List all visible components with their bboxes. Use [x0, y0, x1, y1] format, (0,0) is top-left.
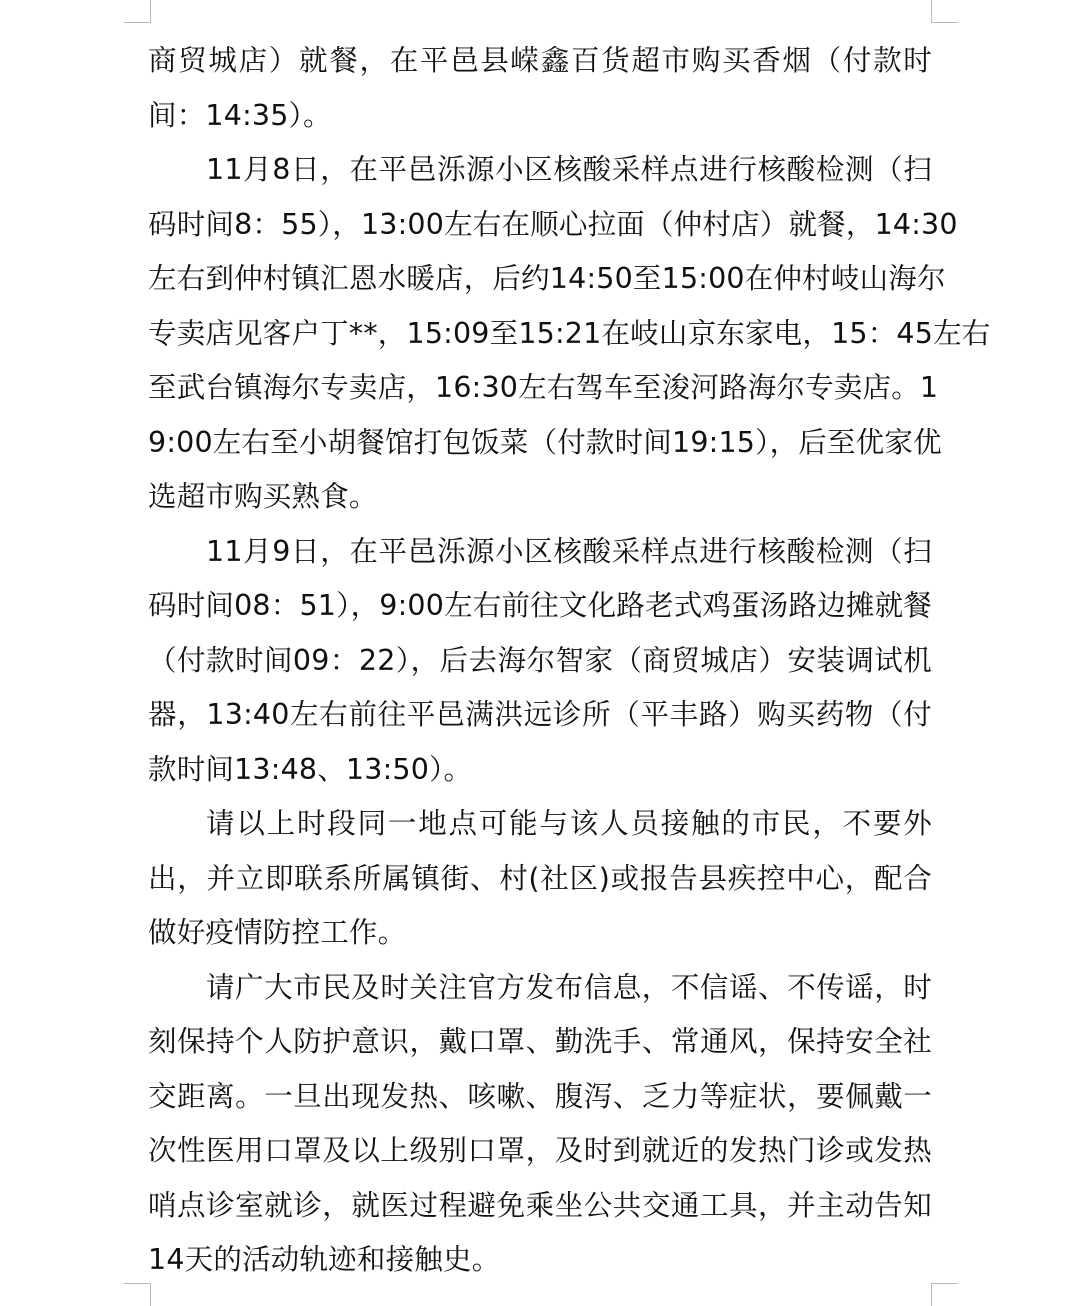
text-line: 14天的活动轨迹和接触史。 [148, 1243, 501, 1276]
crop-mark-bottom-left [124, 1283, 151, 1306]
paragraph-nov-9 [148, 525, 932, 798]
text-line: 请广大市民及时关注官方发布信息，不信谣、不传谣，时 [206, 970, 932, 1004]
crop-mark-top-left [124, 0, 151, 23]
paragraph-public-advice [148, 961, 932, 1288]
text-line: 交距离。一旦出现发热、咳嗽、腹泻、乏力等症状，要佩戴一 [148, 1079, 932, 1113]
text-line: 做好疫情防控工作。 [148, 916, 407, 949]
paragraph-contact-notice [148, 797, 932, 961]
text-line: 商贸城店）就餐，在平邑县嵘鑫百货超市购买香烟（付款时 [148, 44, 932, 77]
text-line: 9:00左右至小胡餐馆打包饭菜（付款时间19:15），后至优家优 [148, 425, 942, 459]
text-line: 出，并立即联系所属镇街、村(社区)或报告县疾控中心，配合 [148, 861, 932, 895]
text-line: 刻保持个人防护意识，戴口罩、勤洗手、常通风，保持安全社 [148, 1025, 932, 1058]
crop-mark-bottom-right [931, 1283, 958, 1306]
text-line: 哨点诊室就诊，就医过程避免乘坐公共交通工具，并主动告知 [148, 1188, 932, 1222]
text-line: 11月8日，在平邑泺源小区核酸采样点进行核酸检测（扫 [206, 153, 932, 186]
text-line: 选超市购买熟食。 [148, 480, 378, 513]
text-line: 间：14:35）。 [148, 98, 332, 132]
text-line: 款时间13:48、13:50）。 [148, 752, 473, 786]
text-line: 次性医用口罩及以上级别口罩，及时到就近的发热门诊或发热 [148, 1134, 932, 1167]
crop-mark-top-right [931, 0, 958, 23]
text-line: 码时间08：51），9:00左右前往文化路老式鸡蛋汤路边摊就餐 [148, 589, 932, 622]
document-body [148, 34, 991, 1288]
text-line: 至武台镇海尔专卖店，16:30左右驾车至浚河路海尔专卖店。1 [148, 371, 939, 404]
text-line: （付款时间09：22），后去海尔智家（商贸城店）安装调试机 [148, 643, 932, 677]
paragraph-continued [148, 34, 932, 143]
text-line: 码时间8：55），13:00左右在顺心拉面（仲村店）就餐，14:30 [148, 207, 958, 241]
text-line: 左右到仲村镇汇恩水暖店，后约14:50至15:00在仲村岐山海尔 [148, 262, 946, 295]
text-line: 器，13:40左右前往平邑满洪远诊所（平丰路）购买药物（付 [148, 698, 932, 731]
text-line: 专卖店见客户丁**，15:09至15:21在岐山京东家电，15：45左右 [148, 316, 991, 350]
text-line: 请以上时段同一地点可能与该人员接触的市民，不要外 [206, 807, 932, 840]
paragraph-nov-8 [148, 143, 991, 525]
text-line: 11月9日，在平邑泺源小区核酸采样点进行核酸检测（扫 [206, 534, 932, 568]
